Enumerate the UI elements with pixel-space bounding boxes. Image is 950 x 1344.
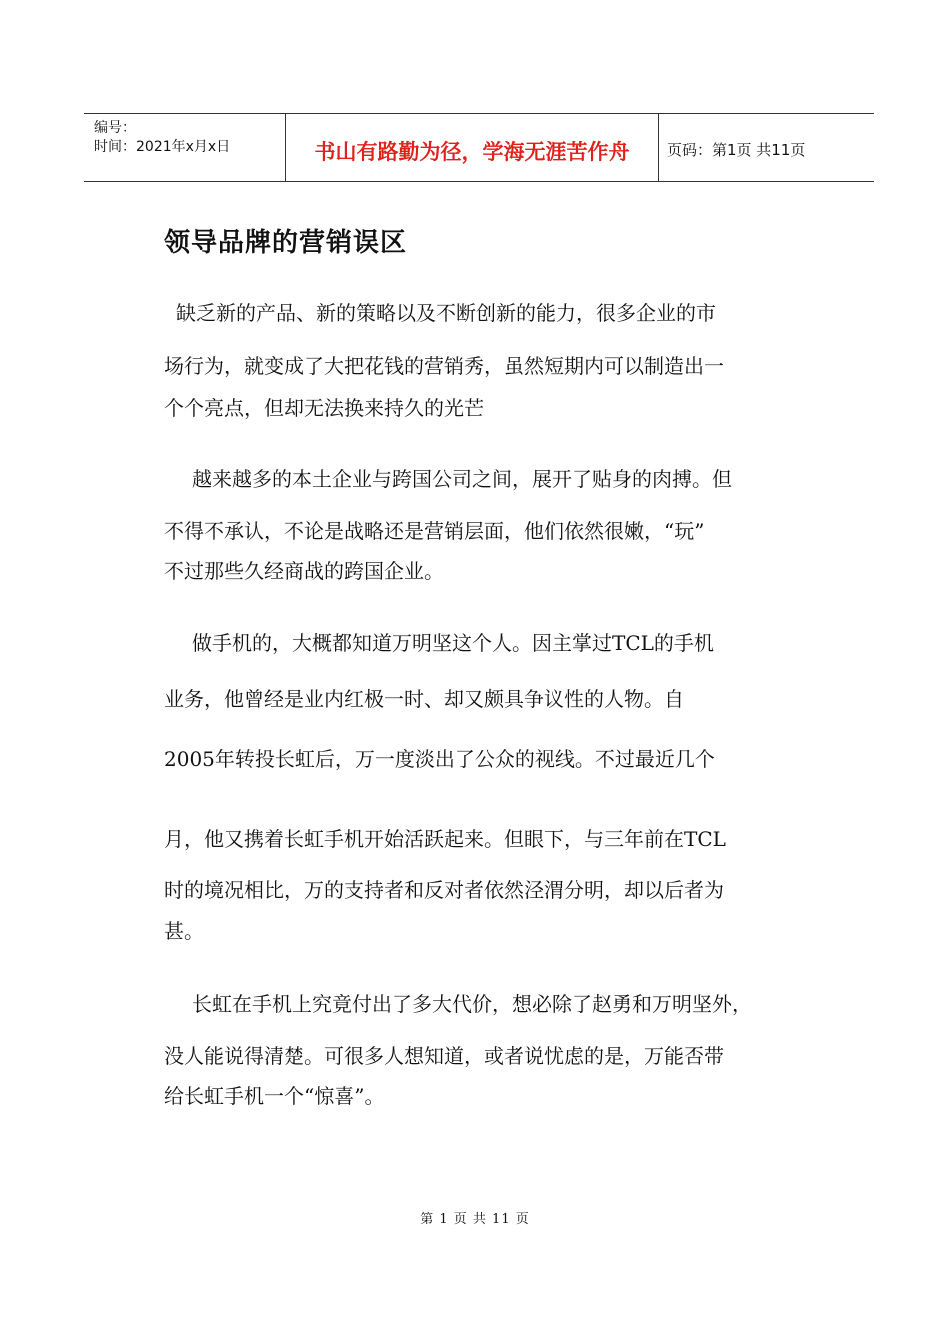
paragraph-2-line-3: 不过那些久经商战的跨国企业。 bbox=[164, 559, 444, 583]
paragraph-1-line-3: 个个亮点，但却无法换来持久的光芒 bbox=[164, 396, 484, 420]
paragraph-3-line-4: 月，他又携着长虹手机开始活跃起来。但眼下，与三年前在TCL bbox=[164, 827, 726, 851]
paragraph-4-line-3: 给长虹手机一个“惊喜”。 bbox=[164, 1084, 385, 1108]
paragraph-4-line-1: 长虹在手机上究竟付出了多大代价，想必除了赵勇和万明坚外， bbox=[192, 992, 752, 1016]
page-footer: 第 1 页 共 11 页 bbox=[420, 1212, 530, 1227]
document-number: 编号： bbox=[94, 120, 136, 136]
paragraph-2-line-1: 越来越多的本土企业与跨国公司之间，展开了贴身的肉搏。但 bbox=[192, 467, 732, 491]
paragraph-2-line-2: 不得不承认，不论是战略还是营销层面，他们依然很嫩，“玩” bbox=[164, 519, 705, 543]
header-divider bbox=[658, 114, 659, 181]
paragraph-3-line-3: 2005年转投长虹后，万一度淡出了公众的视线。不过最近几个 bbox=[164, 747, 715, 771]
document-title: 领导品牌的营销误区 bbox=[164, 228, 408, 258]
header-page-info: 页码：第1页 共11页 bbox=[667, 141, 806, 159]
paragraph-1-line-1: 缺乏新的产品、新的策略以及不断创新的能力，很多企业的市 bbox=[176, 301, 716, 325]
header-meta bbox=[94, 119, 230, 157]
paragraph-3-line-2: 业务，他曾经是业内红极一时、却又颇具争议性的人物。自 bbox=[164, 687, 684, 711]
paragraph-1-line-2: 场行为，就变成了大把花钱的营销秀，虽然短期内可以制造出一 bbox=[164, 354, 724, 378]
document-date: 时间：2021年x月x日 bbox=[94, 139, 231, 155]
paragraph-3-line-5: 时的境况相比，万的支持者和反对者依然泾渭分明，却以后者为 bbox=[164, 878, 724, 902]
paragraph-4-line-2: 没人能说得清楚。可很多人想知道，或者说忧虑的是，万能否带 bbox=[164, 1044, 724, 1068]
page-header bbox=[84, 113, 874, 182]
paragraph-3-line-1: 做手机的，大概都知道万明坚这个人。因主掌过TCL的手机 bbox=[192, 631, 714, 655]
header-motto: 书山有路勤为径，学海无涯苦作舟 bbox=[314, 140, 630, 164]
paragraph-3-line-6: 甚。 bbox=[164, 919, 204, 943]
